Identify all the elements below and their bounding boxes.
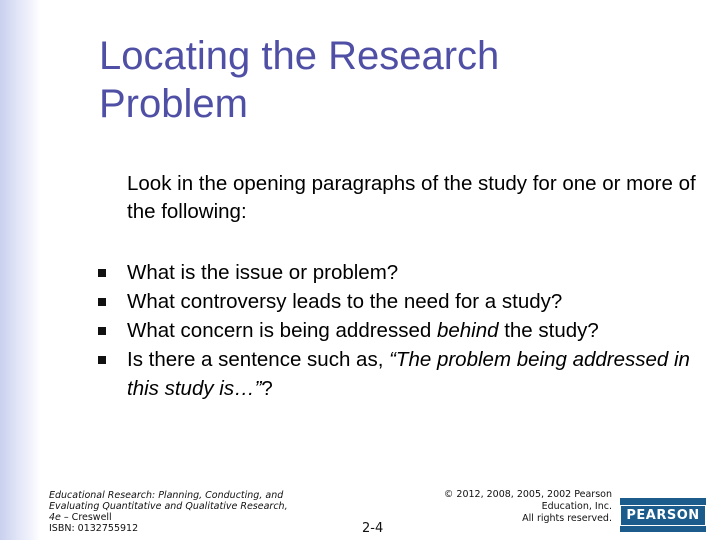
pearson-logo	[620, 498, 706, 532]
bullet-item	[98, 258, 698, 287]
square-bullet-icon	[98, 327, 106, 335]
bullet-emphasis: behind	[436, 319, 499, 342]
bullet-item	[98, 316, 698, 345]
bullet-item	[98, 287, 698, 316]
bullet-text-start: Is there a sentence such as,	[127, 348, 390, 371]
bullet-text-end: ?	[261, 377, 273, 400]
bullet-item	[98, 345, 698, 403]
slide-title: Locating the Research Problem	[99, 34, 500, 126]
footer-citation	[49, 490, 289, 534]
bullet-list	[98, 258, 698, 403]
square-bullet-icon	[98, 298, 106, 306]
square-bullet-icon	[98, 269, 106, 277]
square-bullet-icon	[98, 356, 106, 364]
copyright-line: © 2012, 2008, 2005, 2002 Pearson	[443, 489, 612, 500]
page-number: 2-4	[362, 521, 384, 536]
bullet-text: What is the issue or problem?	[127, 261, 399, 284]
copyright-line: All rights reserved.	[522, 513, 612, 524]
left-gradient-band	[0, 0, 40, 540]
book-title: Educational Research: Planning, Conducting, and Evaluating Quantitative and Qualitative Research, 4e	[49, 490, 288, 523]
copyright-line: Education, Inc.	[541, 501, 612, 512]
bullet-text-end: the study?	[498, 319, 599, 342]
bullet-text: What controversy leads to the need for a study?	[127, 290, 563, 313]
intro-text: Look in the opening paragraphs of the study for one or more of the following:	[127, 172, 696, 223]
copyright-notice	[422, 489, 612, 525]
author-name: – Creswell	[60, 512, 112, 523]
bullet-emphasis: “The problem being addressed in this study is…”	[127, 348, 690, 400]
pearson-logo-text: PEARSON	[620, 505, 705, 526]
isbn: ISBN: 0132755912	[49, 523, 139, 534]
bullet-text-start: What concern is being addressed	[127, 319, 437, 342]
